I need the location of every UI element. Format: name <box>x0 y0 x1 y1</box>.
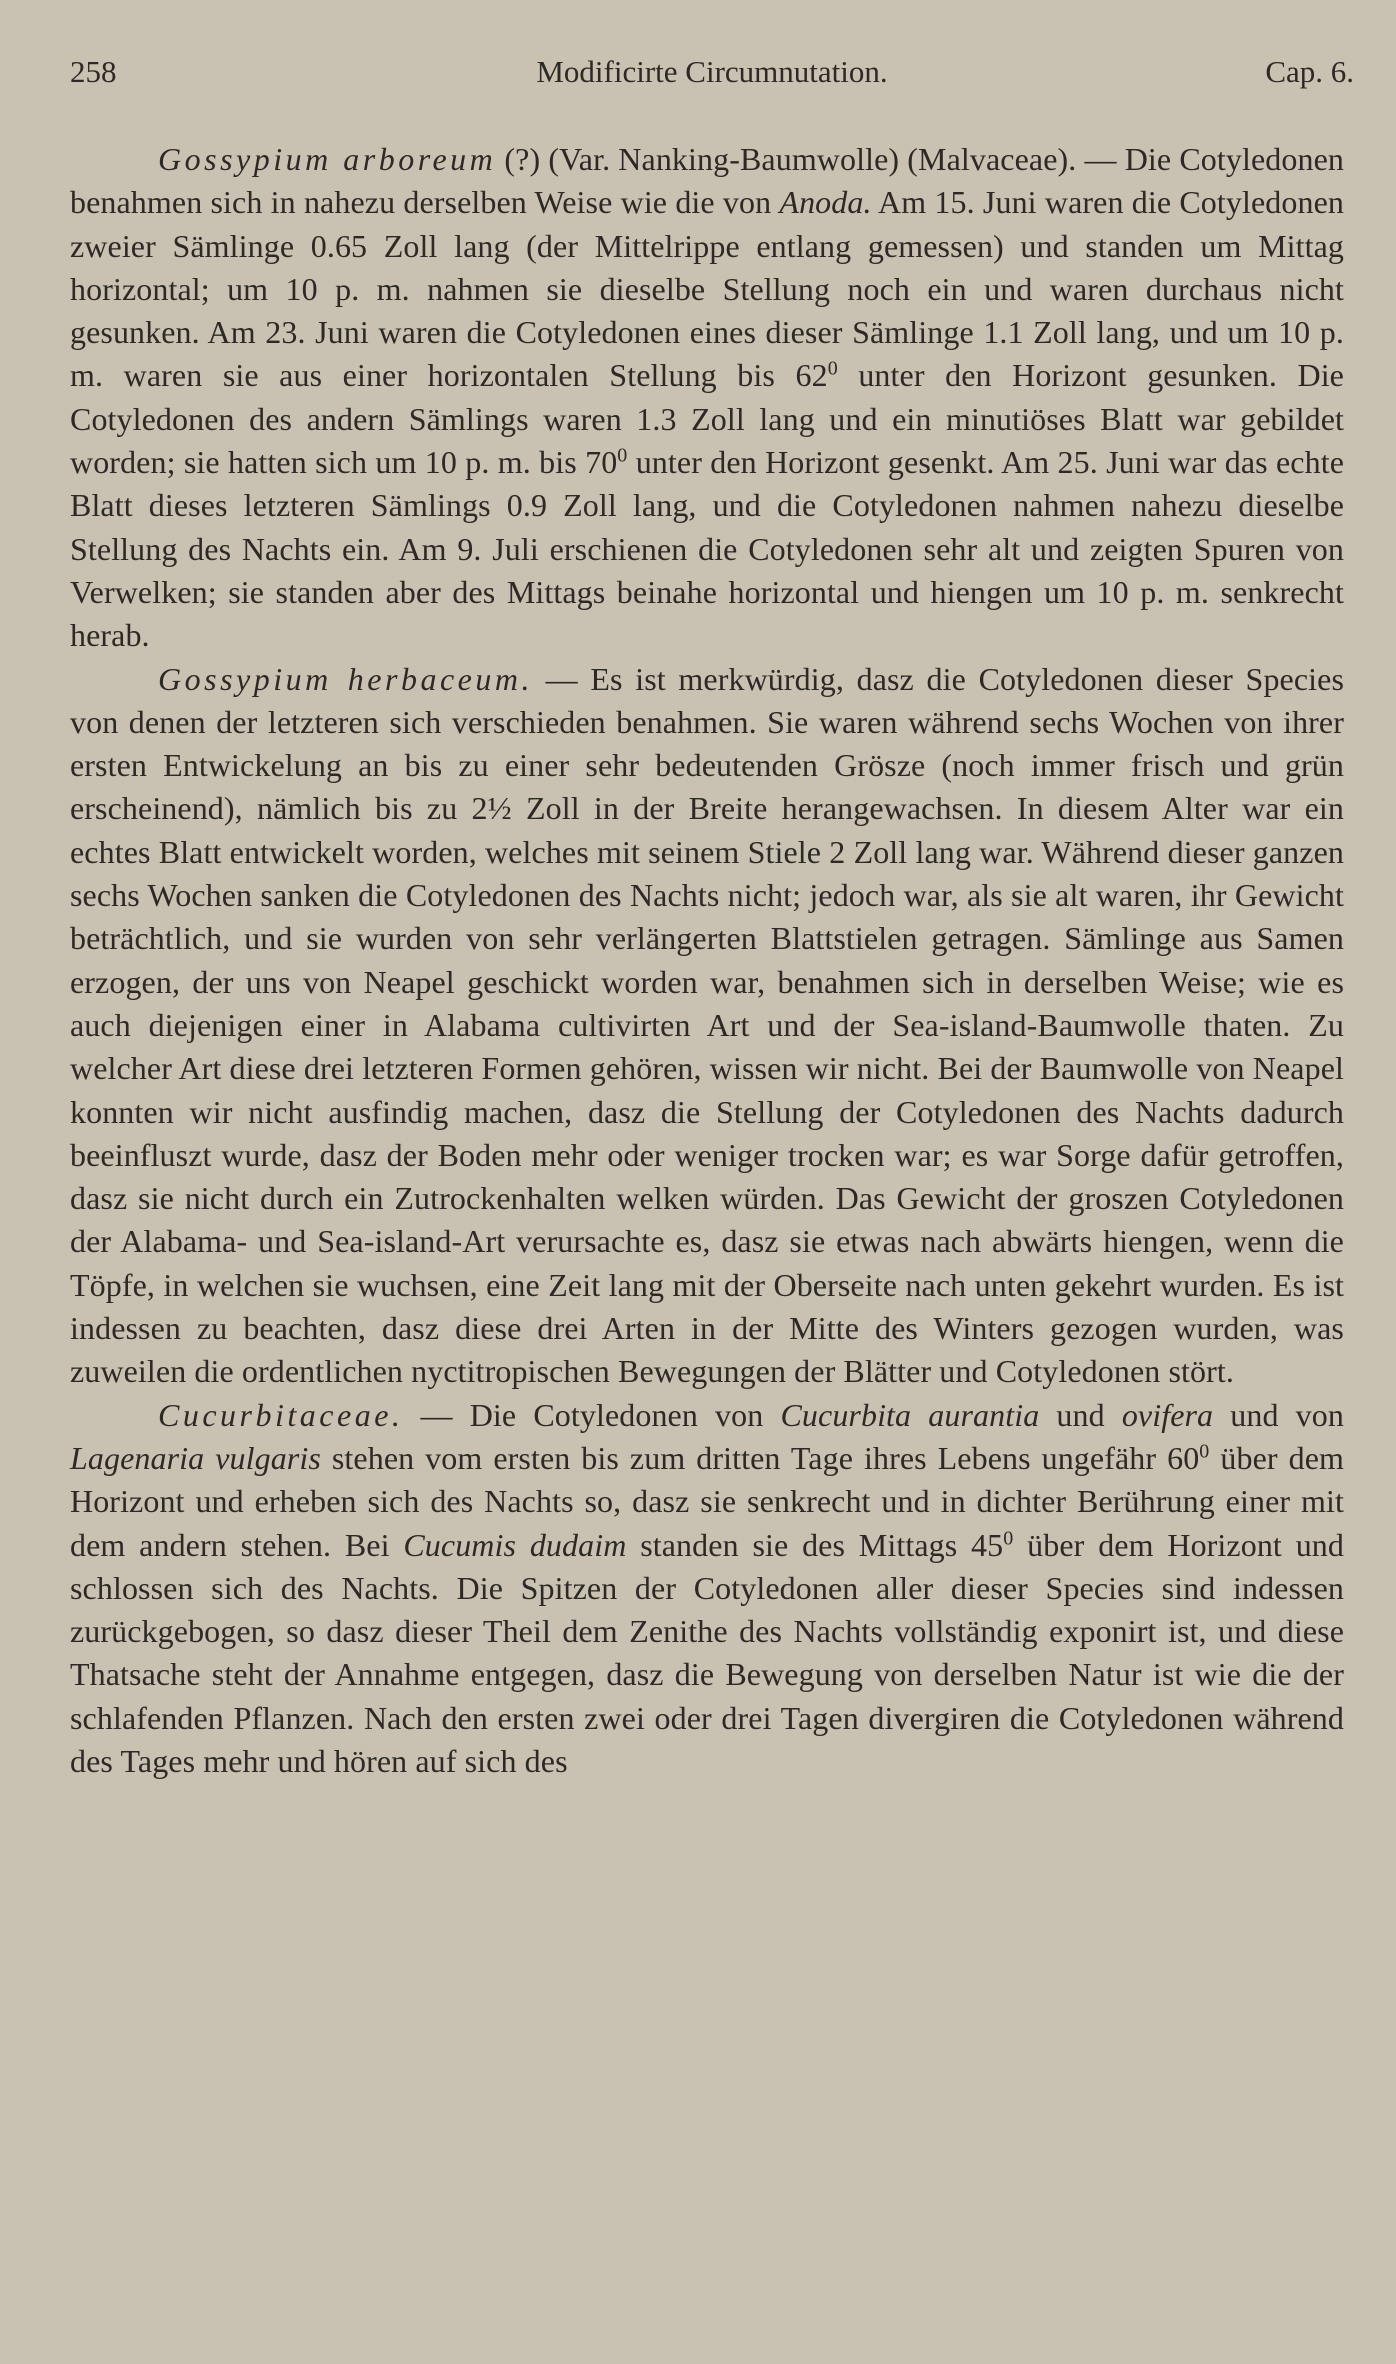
species-name: Cucumis dudaim <box>403 1526 627 1563</box>
paragraph-text: stehen vom ersten bis zum dritten Tage ihres Lebens ungefähr 60 <box>320 1439 1200 1476</box>
paragraph-cucurbitaceae <box>70 1394 1344 1784</box>
paragraph-text: und von <box>1213 1396 1344 1433</box>
species-name: Lagenaria vulgaris <box>70 1439 321 1476</box>
degree-sign: 0 <box>827 357 838 380</box>
species-name: Gossypium arboreum <box>158 141 497 177</box>
paragraph-text: über dem Horizont und schlossen sich des Nachts. Die Spitzen der Cotyledonen aller dieser Species sind indessen zurückgebogen, so dasz dieser Theil dem Zenithe des Nachts vollständig exponirt ist, und diese Thatsache steht der Annahme entgegen, dasz die Bewegung von derselben Natur ist wie die der schlafenden Pflanzen. Nach den ersten zwei oder drei Tagen divergiren die Cotyledonen während des Tages mehr und hören auf sich des <box>70 1526 1344 1779</box>
paragraph-text: — Es ist merkwürdig, dasz die Cotyledonen dieser Species von denen der letzteren sich verschieden benahmen. Sie waren während sechs Wochen von ihrer ersten Entwickelung an bis zu einer sehr bedeutenden Grösze (noch immer frisch und grün erscheinend), nämlich bis zu <box>70 660 1344 827</box>
paragraph-gossypium-arboreum <box>70 138 1344 658</box>
paragraph-text: Am 15. Juni waren die Cotyledonen zweier Sämlinge 0.65 Zoll lang (der Mittelrippe entlang gemessen) und standen um Mittag horizontal; um 10 p. m. nahmen sie dieselbe Stellung noch ein und waren durchaus nicht gesunken. Am 23. Juni waren die Cotyledonen eines dieser Sämlinge 1.1 Zoll lang, und um 10 p. m. waren sie aus einer horizontalen Stellung bis 62 <box>70 184 1344 394</box>
paragraph-text: unter den Horizont gesenkt. Am 25. Juni war das echte Blatt dieses letzteren Sämlings 0.9 Zoll lang, und die Cotyledonen nahmen nahezu dieselbe Stellung des Nachts ein. Am 9. Juli erschienen die Cotyledonen sehr alt und zeigten Spuren von Verwelken; sie standen aber des Mittags beinahe horizontal und hiengen um 10 p. m. senkrecht herab. <box>70 444 1344 654</box>
family-name: Cucurbitaceae. <box>158 1396 404 1433</box>
page-number: 258 <box>70 54 117 89</box>
species-name: Cucurbita aurantia <box>780 1396 1040 1433</box>
page-header <box>70 52 1354 102</box>
paragraph-text: und <box>1039 1396 1122 1433</box>
paragraph-text: über dem Horizont und erheben sich des Nachts so, dasz sie senkrecht und in dichter Berührung einer mit dem andern stehen. Bei <box>70 1439 1344 1563</box>
species-name: Gossypium herbaceum. <box>158 660 533 697</box>
paragraph-text: (?) (Var. Nanking-Baumwolle) (Malvaceae). — Die Cotyledonen benahmen sich in nahezu derselben Weise wie die von <box>70 141 1344 221</box>
running-title: Modificirte Circumnutation. <box>536 54 888 89</box>
degree-sign: 0 <box>617 444 628 467</box>
degree-sign: 0 <box>1199 1440 1210 1463</box>
species-name: ovifera <box>1121 1396 1214 1433</box>
chapter-label: Cap. 6. <box>1265 54 1354 89</box>
paragraph-text: standen sie des Mittags 45 <box>626 1526 1004 1563</box>
paragraph-gossypium-herbaceum <box>70 658 1344 1394</box>
degree-sign: 0 <box>1003 1526 1014 1549</box>
paragraph-text: Zoll in der Breite herangewachsen. In diesem Alter war ein echtes Blatt entwickelt worden, welches mit seinem Stiele 2 Zoll lang war. Während dieser ganzen sechs Wochen sanken die Cotyledonen des Nachts nicht; jedoch war, als sie alt waren, ihr Gewicht beträchtlich, und sie wurden von sehr verlängerten Blattstielen getragen. Sämlinge aus Samen erzogen, der uns von Neapel geschickt worden war, benahmen sich in derselben Weise; wie es auch diejenigen einer in Alabama cultivirten Art und der Sea-island-Baumwolle thaten. Zu welcher Art diese drei letzteren Formen gehören, wissen wir nicht. Bei der Baumwolle von Neapel konnten wir nicht ausfindig machen, dasz die Stellung der Cotyledonen des Nachts dadurch beeinfluszt wurde, dasz der Boden mehr oder weniger trocken war; es war Sorge dafür getroffen, dasz sie nicht durch ein Zutrockenhalten welken würden. Das Gewicht der groszen Cotyledonen der Alabama- und Sea-island-Art verursachte es, dasz sie etwas nach abwärts hiengen, wenn die Töpfe, in welchen sie wuchsen, eine Zeit lang mit der Oberseite nach unten gekehrt wurden. Es ist indessen zu beachten, dasz diese drei Arten in der Mitte des Winters gezogen wurden, was zuweilen die ordentlichen nyctitropischen Bewegungen der Blätter und Cotyledonen stört. <box>70 790 1344 1390</box>
species-name: Anoda. <box>779 184 872 221</box>
fraction: 2½ <box>471 790 512 827</box>
paragraph-text: — Die Cotyledonen von <box>403 1396 781 1433</box>
page-body <box>70 138 1344 1783</box>
paragraph-text: unter den Horizont gesunken. Die Cotyledonen des andern Sämlings waren 1.3 Zoll lang und ein minutiöses Blatt war gebildet worden; sie hatten sich um 10 p. m. bis 70 <box>70 357 1344 481</box>
